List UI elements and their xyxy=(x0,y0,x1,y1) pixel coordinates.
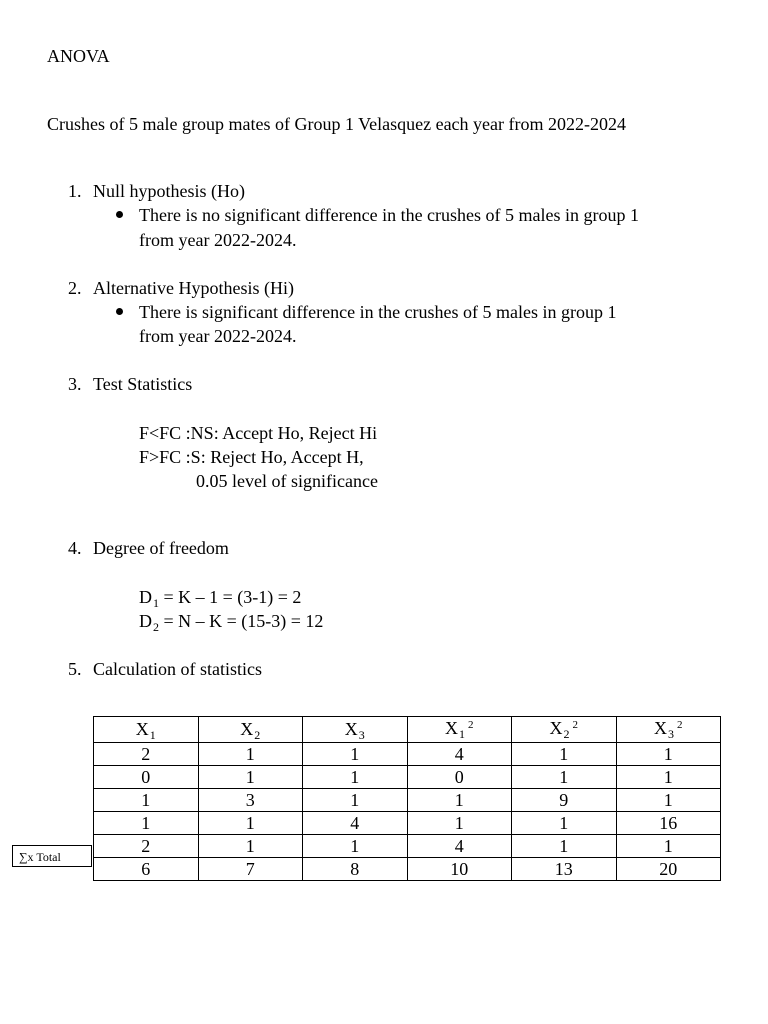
table-cell: 3 xyxy=(198,789,303,812)
significance-level: 0.05 level of significance xyxy=(196,471,378,491)
table-cell: 1 xyxy=(94,812,199,835)
table-cell: 8 xyxy=(303,858,408,881)
section-4-number: 4. xyxy=(68,538,82,558)
section-1-bullet-line1: There is no significant difference in the crushes of 5 males in group 1 xyxy=(139,205,640,225)
table-cell: 1 xyxy=(303,789,408,812)
table-cell: 0 xyxy=(407,766,512,789)
section-2-number: 2. xyxy=(68,278,82,298)
section-2-heading: Alternative Hypothesis (Hi) xyxy=(93,278,294,298)
section-2-bullet-line1: There is significant difference in the crushes of 5 males in group 1 xyxy=(139,302,617,322)
bullet-icon xyxy=(116,308,123,315)
section-1-number: 1. xyxy=(68,181,82,201)
header-x3-squared: $X_3^2$ xyxy=(616,717,721,743)
test-rule-s: F>FC :S: Reject Ho, Accept H, xyxy=(139,447,364,467)
table-cell: 1 xyxy=(94,789,199,812)
table-total-row xyxy=(94,858,721,881)
header-x2-squared: $X_2^2$ xyxy=(512,717,617,743)
calculation-table xyxy=(93,716,721,881)
table-cell: 1 xyxy=(616,743,721,766)
table-cell: 16 xyxy=(616,812,721,835)
table-cell: 4 xyxy=(407,835,512,858)
table-cell: 1 xyxy=(303,743,408,766)
table-cell: 1 xyxy=(616,789,721,812)
bullet-icon xyxy=(116,211,123,218)
table-cell: 1 xyxy=(512,743,617,766)
table-cell: 1 xyxy=(198,766,303,789)
section-4-heading: Degree of freedom xyxy=(93,538,229,558)
degree-of-freedom-d1 xyxy=(139,587,302,610)
header-x3: $X_3$ xyxy=(303,717,408,743)
d2-subscript: 2 xyxy=(153,620,159,634)
test-rule-ns: F<FC :NS: Accept Ho, Reject Hi xyxy=(139,423,378,443)
d1-subscript: 1 xyxy=(153,596,159,610)
table-row xyxy=(94,835,721,858)
d1-formula: = K – 1 = (3-1) = 2 xyxy=(159,587,302,607)
table-cell: 1 xyxy=(407,789,512,812)
degree-of-freedom-d2 xyxy=(139,611,324,634)
sum-total-label: ∑x Total xyxy=(12,845,92,867)
section-2-bullet-line2: from year 2022-2024. xyxy=(139,326,297,346)
table-cell: 1 xyxy=(303,835,408,858)
table-cell: 4 xyxy=(303,812,408,835)
table-row xyxy=(94,743,721,766)
table-cell: 7 xyxy=(198,858,303,881)
table-cell: 2 xyxy=(94,743,199,766)
table-row xyxy=(94,789,721,812)
d2-formula: = N – K = (15-3) = 12 xyxy=(159,611,324,631)
table-cell: 1 xyxy=(512,766,617,789)
document-title: ANOVA xyxy=(47,46,110,66)
table-row xyxy=(94,766,721,789)
table-cell: 1 xyxy=(198,835,303,858)
table-cell: 1 xyxy=(407,812,512,835)
table-cell: 10 xyxy=(407,858,512,881)
table-cell: 4 xyxy=(407,743,512,766)
section-5-number: 5. xyxy=(68,659,82,679)
section-1-heading: Null hypothesis (Ho) xyxy=(93,181,245,201)
section-5-heading: Calculation of statistics xyxy=(93,659,262,679)
table-header-row xyxy=(94,717,721,743)
table-cell: 20 xyxy=(616,858,721,881)
table-cell: 1 xyxy=(616,835,721,858)
section-3-heading: Test Statistics xyxy=(93,374,193,394)
table-cell: 1 xyxy=(512,812,617,835)
table-cell: 0 xyxy=(94,766,199,789)
header-x2: $X_2$ xyxy=(198,717,303,743)
table-cell: 1 xyxy=(198,743,303,766)
d2-letter: D xyxy=(139,611,152,631)
table-cell: 9 xyxy=(512,789,617,812)
table-cell: 1 xyxy=(198,812,303,835)
section-3-number: 3. xyxy=(68,374,82,394)
table-cell: 1 xyxy=(303,766,408,789)
table-row xyxy=(94,812,721,835)
header-x1: $X_1$ xyxy=(94,717,199,743)
section-1-bullet-line2: from year 2022-2024. xyxy=(139,230,297,250)
table-cell: 6 xyxy=(94,858,199,881)
table-cell: 13 xyxy=(512,858,617,881)
table-cell: 1 xyxy=(512,835,617,858)
header-x1-squared: $X_1^2$ xyxy=(407,717,512,743)
d1-letter: D xyxy=(139,587,152,607)
table-cell: 1 xyxy=(616,766,721,789)
document-subtitle: Crushes of 5 male group mates of Group 1 Velasquez each year from 2022-2024 xyxy=(47,114,627,134)
table-cell: 2 xyxy=(94,835,199,858)
